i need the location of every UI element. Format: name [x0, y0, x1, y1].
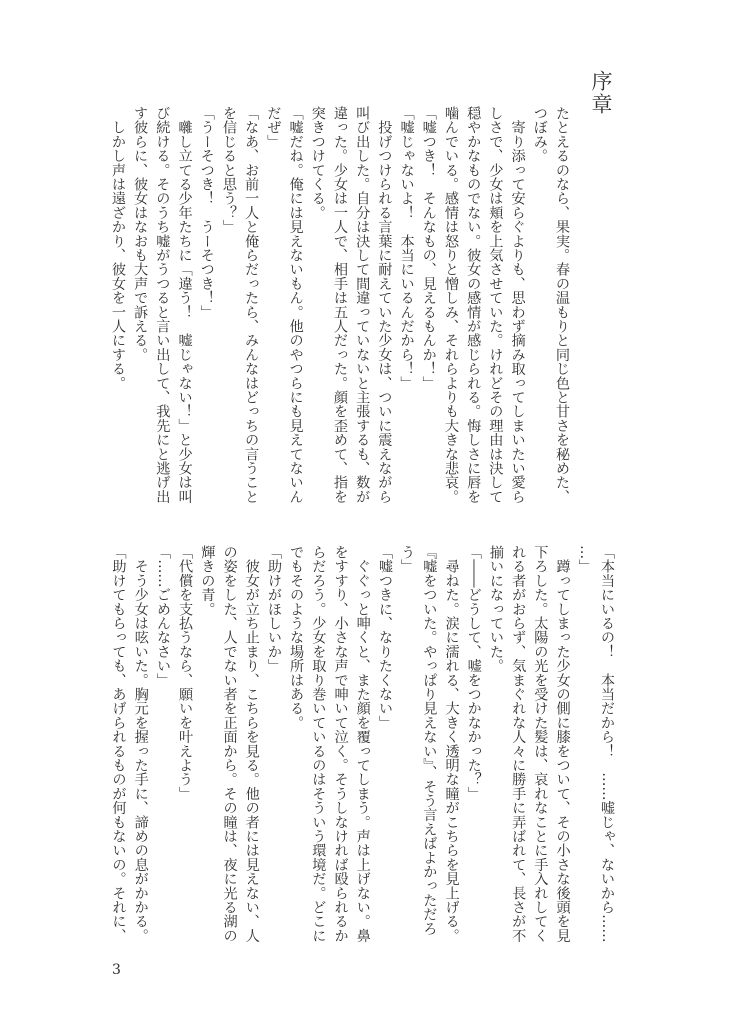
text-column: 投げつけられる言葉に耐えていた少女は、ついに震えながら	[376, 106, 393, 504]
text-column: び続ける。そのうち嘘がうつると言い出して、我先にと逃げ出	[154, 106, 171, 504]
text-column: 尋ねた。涙に濡れる、大きく透明な瞳がこちらを見上げる。	[443, 545, 460, 943]
page-number: 3	[112, 962, 121, 978]
text-column: 噛んでいる。感情は怒りと憎しみ、それらよりも大きな悲哀。	[442, 106, 459, 504]
text-column: を信じると思う？」	[220, 106, 237, 234]
text-column: 叫び出した。自分は決して間違っていないと主張するも、数が	[354, 106, 371, 504]
text-column: う」	[399, 545, 416, 574]
text-column: ぐぐっと呻くと、また顔を覆ってしまう。声は上げない。鼻	[354, 545, 371, 943]
text-column: 「嘘だね。俺には見えないもん。他のやつらにも見えてないん	[287, 106, 304, 504]
text-column: れる者がおらず、気まぐれな人々に勝手に弄ばれて、長さが不	[510, 545, 527, 943]
text-column: たとえるのなら、果実。春の温もりと同じ色と甘さを秘めた、	[554, 106, 570, 504]
text-column: 「うーそつき！ うーそつき！」	[198, 106, 215, 319]
text-column: 寄り添って安らぐよりも、思わず摘み取ってしまいたい愛ら	[509, 106, 526, 504]
text-column: 「助けがほしいか」	[265, 545, 282, 673]
text-column: そう少女は呟いた。胸元を握った手に、諦めの息がかかる。	[132, 545, 149, 943]
text-column: 「なあ、お前一人と俺らだったら、みんなはどっちの言うこと	[243, 106, 260, 504]
text-column: 輝きの青。	[199, 545, 216, 616]
text-column: 下ろした。太陽の光を受けた髪は、哀れなことに手入れしてく	[532, 545, 549, 943]
text-column: らだろう。少女を取り巻いているのはそういう環境だ。どこに	[310, 545, 327, 943]
text-column: 突きつけてくる。	[309, 106, 326, 220]
text-column: 揃いになっていた。	[487, 545, 504, 673]
text-column: …」	[576, 545, 593, 574]
text-column: 「……ごめんなさい」	[154, 545, 171, 687]
text-column: 「嘘つきに、なりたくない」	[376, 545, 393, 730]
text-column: 「嘘じゃないよ！ 本当にいるんだから！」	[398, 106, 415, 390]
text-column: 『嘘をついた。やっぱり見えない』、そう言えばよかっただろ	[421, 545, 438, 936]
text-column: をすすり、小さな声で呻いて泣く。そうしなければ殴られるか	[332, 545, 349, 943]
text-column: つぼみ。	[531, 106, 548, 163]
text-column: の姿をした、人でない者を正面から。その瞳は、夜に光る湖の	[221, 545, 238, 943]
text-column: でもそのような場所はある。	[288, 545, 305, 730]
text-column: 囃し立てる少年たちに「違う！ 嘘じゃない！」と少女は叫	[176, 106, 193, 504]
bottom-text-block	[107, 545, 618, 965]
text-column: す彼らに、彼女はなおも大声で訴える。	[132, 106, 149, 362]
text-column: 違った。少女は一人で、相手は五人だった。顔を歪めて、指を	[331, 106, 348, 504]
chapter-title: 序章	[589, 70, 613, 116]
text-column: 「本当にいるの！ 本当だから！ ……嘘じゃ、ないから……	[599, 545, 615, 943]
text-column: 「助けてもらっても、あげられるものが何もないの。それに、	[110, 545, 127, 943]
text-column: しさで、少女は頬を上気させていた。けれどその理由は決して	[487, 106, 504, 504]
text-column: 穏やかなものでない。彼女の感情が感じられる。悔しさに唇を	[465, 106, 482, 504]
text-column: 「――どうして、嘘をつかなかった？」	[465, 545, 482, 801]
text-column: 蹲ってしまった少女の側に膝をついて、その小さな後頭を見	[554, 545, 571, 943]
text-column: 彼女が立ち止まり、こちらを見る。他の者には見えない、人	[243, 545, 260, 943]
text-column: だぜ」	[265, 106, 282, 149]
top-text-block	[107, 106, 573, 516]
text-column: しかし声は遠ざかり、彼女を一人にする。	[109, 106, 126, 390]
text-column: 「嘘つき！ そんなもの、見えるもんか！」	[420, 106, 437, 390]
text-column: 「代償を支払うなら、願いを叶えよう」	[177, 545, 194, 801]
